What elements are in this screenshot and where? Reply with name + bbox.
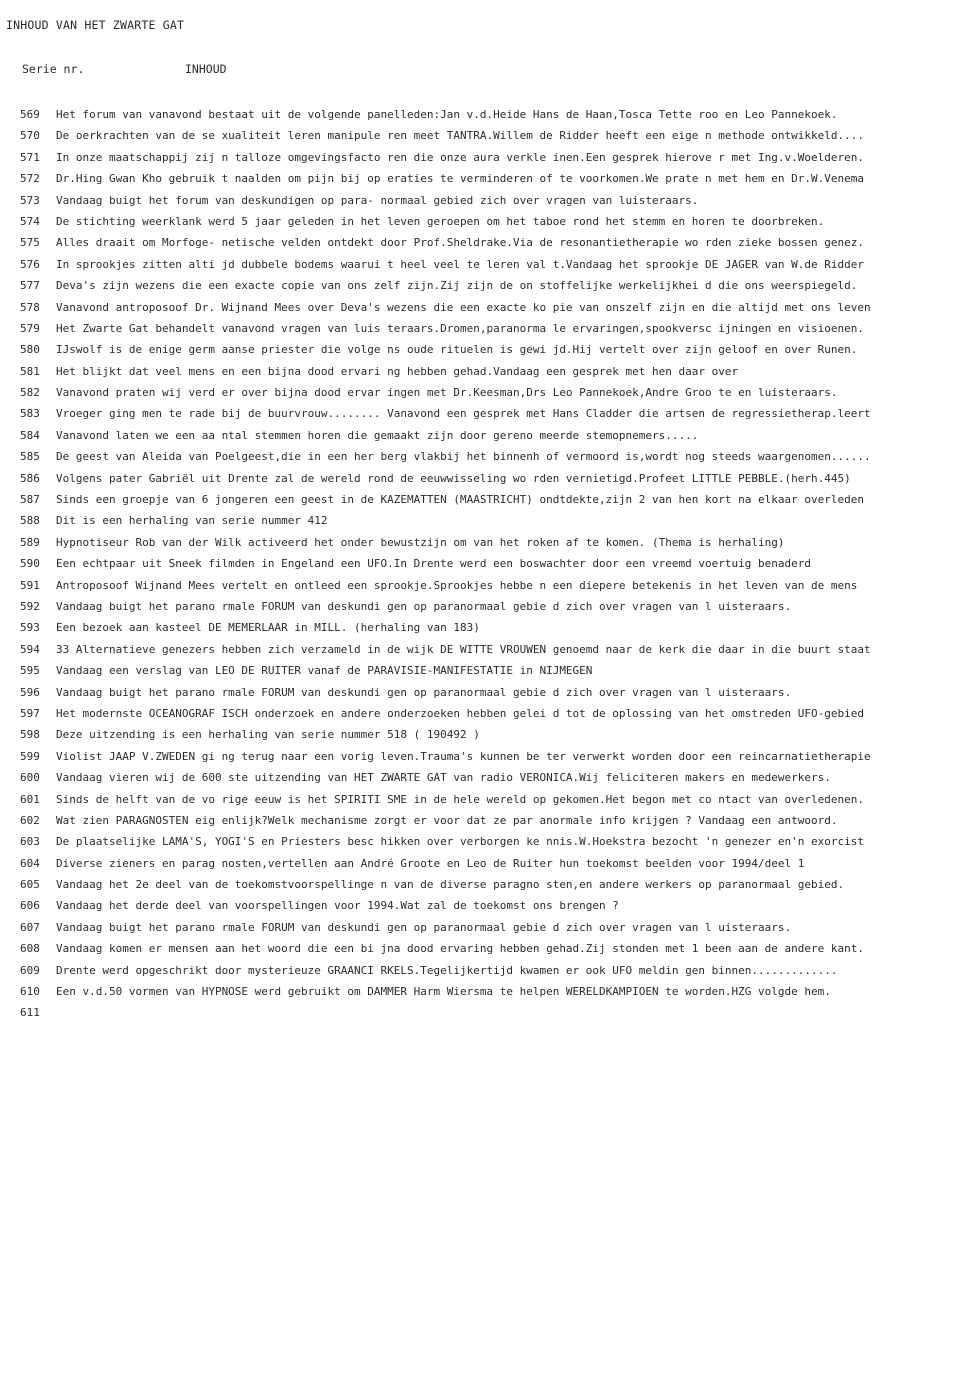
entry-description: Deze uitzending is een herhaling van serie nummer 518 ( 190492 )	[56, 728, 480, 742]
serie-number: 590	[20, 557, 40, 571]
entry-description: Volgens pater Gabriël uit Drente zal de wereld rond de eeuwwisseling wo rden vernietigd.Profeet LITTLE PEBBLE.(herh.445)	[56, 471, 851, 485]
entry-description: Sinds een groepje van 6 jongeren een geest in de KAZEMATTEN (MAASTRICHT) ondtdekte,zijn 2 van hen kort na elkaar overleden	[56, 493, 864, 507]
serie-number: 574	[20, 214, 40, 228]
serie-number: 610	[20, 985, 40, 999]
list-item	[0, 297, 974, 318]
serie-number: 588	[20, 514, 40, 528]
serie-number: 604	[20, 856, 40, 870]
serie-number: 596	[20, 685, 40, 699]
serie-number: 611	[20, 1006, 40, 1020]
list-item	[0, 789, 974, 810]
entry-description: Sinds de helft van de vo rige eeuw is het SPIRITI SME in de hele wereld op gekomen.Het begon met co ntact van overledenen.	[56, 792, 864, 806]
document-title: INHOUD VAN HET ZWARTE GAT	[6, 18, 185, 32]
serie-number: 586	[20, 471, 40, 485]
entry-description: De plaatselijke LAMA'S, YOGI'S en Priesters besc hikken over verborgen ke nnis.W.Hoekstra bezocht 'n genezer en'n exorcist	[56, 835, 864, 849]
list-item	[0, 532, 974, 553]
entry-description: Vanavond laten we een aa ntal stemmen horen die gemaakt zijn door gereno meerde stemopnemers.....	[56, 428, 699, 442]
entry-description: Vroeger ging men te rade bij de buurvrouw........ Vanavond een gesprek met Hans Cladder die artsen de regressietherap.leert	[56, 407, 871, 421]
list-item	[0, 981, 974, 1002]
serie-number: 584	[20, 428, 40, 442]
entry-description: Vandaag vieren wij de 600 ste uitzending van HET ZWARTE GAT van radio VERONICA.Wij feliciteren makers en medewerkers.	[56, 771, 831, 785]
entry-description: IJswolf is de enige germ aanse priester die volge ns oude rituelen is gewi jd.Hij vertelt over zijn geloof en over Runen.	[56, 343, 858, 357]
serie-number: 598	[20, 728, 40, 742]
entry-description: Dr.Hing Gwan Kho gebruik t naalden om pijn bij op eraties te verminderen of te voorkomen.We prate n met hem en Dr.W.Venema	[56, 172, 864, 186]
serie-number: 594	[20, 642, 40, 656]
list-item	[0, 703, 974, 724]
list-item	[0, 318, 974, 339]
list-item	[0, 254, 974, 275]
list-item	[0, 831, 974, 852]
entry-description: Deva's zijn wezens die een exacte copie van ons zelf zijn.Zij zijn de on stoffelijke werkelijkhei d die ons weerspiegeld.	[56, 279, 858, 293]
list-item	[0, 232, 974, 253]
entry-description: Het blijkt dat veel mens en een bijna dood ervari ng hebben gehad.Vandaag een gesprek met hen daar over	[56, 364, 739, 378]
entry-description: Een v.d.50 vormen van HYPNOSE werd gebruikt om DAMMER Harm Wiersma te helpen WERELDKAMPIOEN te worden.HZG volgde hem.	[56, 985, 831, 999]
list-item	[0, 639, 974, 660]
serie-number: 583	[20, 407, 40, 421]
list-item	[0, 682, 974, 703]
list-item	[0, 746, 974, 767]
serie-number: 582	[20, 386, 40, 400]
serie-number: 600	[20, 771, 40, 785]
entry-description: Vandaag buigt het parano rmale FORUM van deskundi gen op paranormaal gebie d zich over vragen van l uisteraars.	[56, 599, 792, 613]
list-item	[0, 767, 974, 788]
list-item	[0, 489, 974, 510]
list-item	[0, 382, 974, 403]
serie-number: 595	[20, 664, 40, 678]
entry-description: De stichting weerklank werd 5 jaar geleden in het leven geroepen om het taboe rond het stemm en horen te doorbreken.	[56, 214, 825, 228]
serie-number: 573	[20, 193, 40, 207]
entry-description: Vanavond antroposoof Dr. Wijnand Mees over Deva's wezens die een exacte ko pie van onszelf zijn en die altijd met ons leven	[56, 300, 871, 314]
serie-number: 592	[20, 599, 40, 613]
serie-number: 570	[20, 129, 40, 143]
serie-number: 609	[20, 963, 40, 977]
serie-number: 601	[20, 792, 40, 806]
list-item	[0, 339, 974, 360]
list-item	[0, 510, 974, 531]
serie-number: 608	[20, 942, 40, 956]
entry-description: Antroposoof Wijnand Mees vertelt en ontleed een sprookje.Sprookjes hebbe n een diepere betekenis in het leven van de mens	[56, 578, 858, 592]
serie-number: 581	[20, 364, 40, 378]
list-item	[0, 361, 974, 382]
list-item	[0, 425, 974, 446]
serie-number: 571	[20, 150, 40, 164]
list-item	[0, 917, 974, 938]
entry-description: 33 Alternatieve genezers hebben zich verzameld in de wijk DE WITTE VROUWEN genoemd naar de kerk die daar in die buurt staat	[56, 642, 871, 656]
list-item	[0, 468, 974, 489]
entry-description: Een echtpaar uit Sneek filmden in Engeland een UFO.In Drente werd een boswachter door een vreemd voertuig benaderd	[56, 557, 811, 571]
entry-description: Drente werd opgeschrikt door mysterieuze GRAANCI RKELS.Tegelijkertijd kwamen er ook UFO meldin gen binnen.............	[56, 963, 838, 977]
list-item	[0, 446, 974, 467]
entry-description: Vandaag het derde deel van voorspellingen voor 1994.Wat zal de toekomst ons brengen ?	[56, 899, 619, 913]
serie-number: 575	[20, 236, 40, 250]
entry-description: Vandaag buigt het forum van deskundigen op para- normaal gebied zich over vragen van luisteraars.	[56, 193, 699, 207]
entry-description: Het forum van vanavond bestaat uit de volgende panelleden:Jan v.d.Heide Hans de Haan,Tosca Tette roo en Leo Pannekoek.	[56, 108, 838, 121]
entry-description: De oerkrachten van de se xualiteit leren manipule ren meet TANTRA.Willem de Ridder heeft een eige n methode ontwikkeld....	[56, 129, 864, 143]
serie-number: 576	[20, 257, 40, 271]
list-item	[0, 190, 974, 211]
entry-description: Vandaag buigt het parano rmale FORUM van deskundi gen op paranormaal gebie d zich over vragen van l uisteraars.	[56, 920, 792, 934]
entry-description: De geest van Aleida van Poelgeest,die in een her berg vlakbij het binnenh of vermoord is,wordt nog steeds waargenomen......	[56, 450, 871, 464]
entry-description: Vanavond praten wij verd er over bijna dood ervar ingen met Dr.Keesman,Drs Leo Pannekoek,Andre Groo te en luisteraars.	[56, 386, 838, 400]
column-header-inhoud: INHOUD	[185, 62, 227, 76]
list-item	[0, 960, 974, 981]
entry-description: Dit is een herhaling van serie nummer 412	[56, 514, 328, 528]
list-item	[0, 1002, 974, 1023]
list-item	[0, 810, 974, 831]
serie-number: 607	[20, 920, 40, 934]
list-item	[0, 403, 974, 424]
entry-description: Een bezoek aan kasteel DE MEMERLAAR in MILL. (herhaling van 183)	[56, 621, 480, 635]
serie-number: 589	[20, 535, 40, 549]
serie-number: 585	[20, 450, 40, 464]
list-item	[0, 724, 974, 745]
serie-number: 572	[20, 172, 40, 186]
entry-description: Het Zwarte Gat behandelt vanavond vragen van luis teraars.Dromen,paranorma le ervaringen,spookversc ijningen en visioenen.	[56, 321, 864, 335]
serie-number: 578	[20, 300, 40, 314]
serie-number: 593	[20, 621, 40, 635]
serie-number: 580	[20, 343, 40, 357]
serie-number: 579	[20, 321, 40, 335]
serie-number: 577	[20, 279, 40, 293]
serie-number: 602	[20, 813, 40, 827]
serie-number: 597	[20, 706, 40, 720]
list-item	[0, 125, 974, 146]
list-item	[0, 660, 974, 681]
entry-description: Vandaag het 2e deel van de toekomstvoorspellinge n van de diverse paragno sten,en andere werkers op paranormaal gebied.	[56, 878, 845, 892]
entry-list	[0, 104, 974, 1024]
list-item	[0, 211, 974, 232]
serie-number: 587	[20, 493, 40, 507]
list-item	[0, 895, 974, 916]
list-item	[0, 938, 974, 959]
entry-description: Vandaag komen er mensen aan het woord die een bi jna dood ervaring hebben gehad.Zij stonden met 1 been aan de andere kant.	[56, 942, 864, 956]
list-item	[0, 147, 974, 168]
serie-number: 569	[20, 108, 40, 121]
entry-description: In onze maatschappij zij n talloze omgevingsfacto ren die onze aura verkle inen.Een gesprek hierove r met Ing.v.Woelderen.	[56, 150, 864, 164]
list-item	[0, 617, 974, 638]
serie-number: 591	[20, 578, 40, 592]
list-item	[0, 553, 974, 574]
column-header-serie: Serie nr.	[22, 62, 85, 76]
entry-description: Wat zien PARAGNOSTEN eig enlijk?Welk mechanisme zorgt er voor dat ze par anormale info krijgen ? Vandaag een antwoord.	[56, 813, 838, 827]
entry-description: Vandaag buigt het parano rmale FORUM van deskundi gen op paranormaal gebie d zich over vragen van l uisteraars.	[56, 685, 792, 699]
list-item	[0, 853, 974, 874]
entry-description: Diverse zieners en parag nosten,vertellen aan André Groote en Leo de Ruiter hun toekomst beelden voor 1994/deel 1	[56, 856, 805, 870]
entry-description: Hypnotiseur Rob van der Wilk activeerd het onder bewustzijn om van het roken af te komen. (Thema is herhaling)	[56, 535, 785, 549]
list-item	[0, 275, 974, 296]
entry-description: Vandaag een verslag van LEO DE RUITER vanaf de PARAVISIE-MANIFESTATIE in NIJMEGEN	[56, 664, 593, 678]
list-item	[0, 575, 974, 596]
entry-description: Alles draait om Morfoge- netische velden ontdekt door Prof.Sheldrake.Via de resonantietherapie wo rden zieke bossen genez.	[56, 236, 864, 250]
list-item	[0, 596, 974, 617]
entry-description: In sprookjes zitten alti jd dubbele bodems waarui t heel veel te leren val t.Vandaag het sprookje DE JAGER van W.de Ridder	[56, 257, 864, 271]
list-item	[0, 168, 974, 189]
entry-description: Het modernste OCEANOGRAF ISCH onderzoek en andere onderzoeken hebben gelei d tot de oplossing van het omstreden UFO-gebied	[56, 706, 864, 720]
entry-description: Violist JAAP V.ZWEDEN gi ng terug naar een vorig leven.Trauma's kunnen be ter verwerkt worden door een reincarnatietherapie	[56, 749, 871, 763]
serie-number: 606	[20, 899, 40, 913]
list-item	[0, 104, 974, 125]
list-item	[0, 874, 974, 895]
serie-number: 605	[20, 878, 40, 892]
serie-number: 599	[20, 749, 40, 763]
serie-number: 603	[20, 835, 40, 849]
